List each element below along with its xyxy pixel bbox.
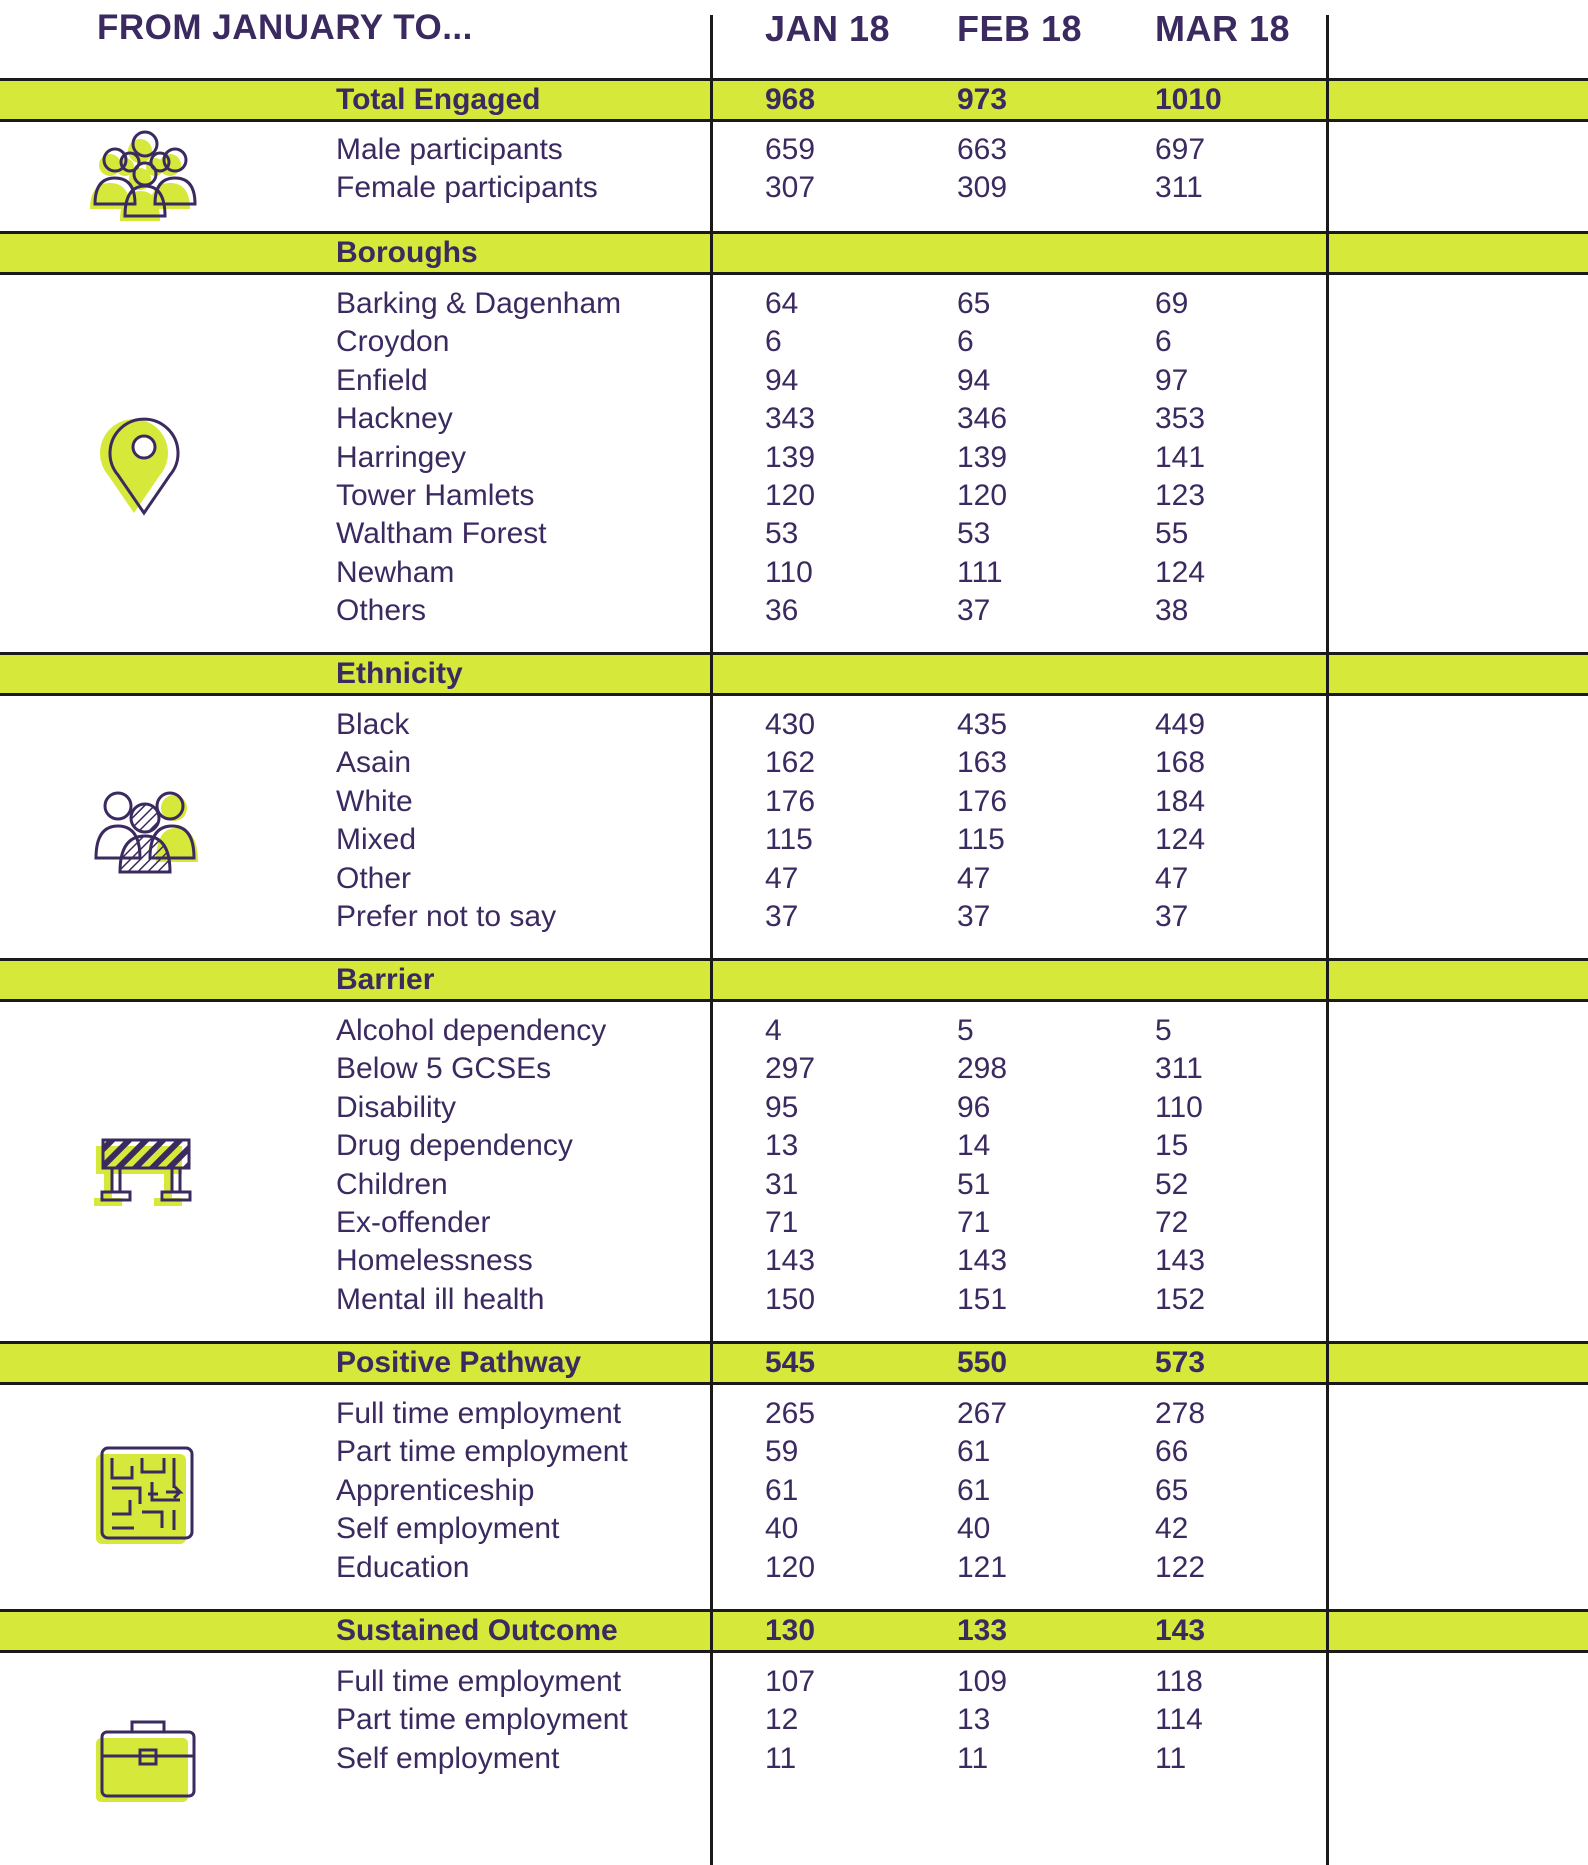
cell-mar: 141 bbox=[1155, 440, 1206, 474]
section-total-mar: 1010 bbox=[1155, 83, 1222, 116]
cell-feb: 267 bbox=[957, 1397, 1008, 1430]
section-total-feb: 973 bbox=[957, 83, 1008, 116]
row-label: Prefer not to say bbox=[336, 899, 557, 933]
row-label: Harringey bbox=[336, 440, 467, 474]
section-total-jan: 968 bbox=[765, 83, 816, 116]
table-row bbox=[0, 285, 1588, 323]
table-row bbox=[0, 439, 1588, 477]
section-total-jan: 130 bbox=[765, 1614, 816, 1647]
cell-mar: 124 bbox=[1155, 555, 1206, 589]
row-label: Female participants bbox=[336, 171, 598, 205]
cell-feb: 6 bbox=[957, 325, 974, 359]
cell-jan: 64 bbox=[765, 287, 799, 320]
cell-feb: 298 bbox=[957, 1052, 1008, 1086]
table-row bbox=[0, 169, 1588, 207]
section-total-mar: 143 bbox=[1155, 1614, 1206, 1647]
cell-mar: 66 bbox=[1155, 1435, 1189, 1469]
row-label: Full time employment bbox=[336, 1397, 622, 1430]
cell-mar: 15 bbox=[1155, 1129, 1189, 1163]
cell-feb: 151 bbox=[957, 1282, 1008, 1316]
cell-jan: 143 bbox=[765, 1244, 816, 1278]
row-label: Apprenticeship bbox=[336, 1473, 535, 1507]
cell-jan: 47 bbox=[765, 861, 799, 895]
cell-jan: 40 bbox=[765, 1512, 799, 1546]
cell-jan: 162 bbox=[765, 746, 816, 780]
cell-mar: 5 bbox=[1155, 1014, 1172, 1047]
table-row bbox=[0, 744, 1588, 782]
section-rows-barrier bbox=[0, 1012, 1588, 1319]
row-label: Drug dependency bbox=[336, 1129, 573, 1163]
cell-jan: 94 bbox=[765, 363, 799, 397]
cell-mar: 123 bbox=[1155, 478, 1206, 512]
row-label: Below 5 GCSEs bbox=[336, 1052, 552, 1086]
cell-feb: 435 bbox=[957, 708, 1008, 741]
cell-feb: 163 bbox=[957, 746, 1008, 780]
row-label: Homelessness bbox=[336, 1244, 533, 1278]
cell-mar: 168 bbox=[1155, 746, 1206, 780]
cell-feb: 51 bbox=[957, 1167, 991, 1201]
section-band-total-engaged bbox=[0, 78, 1588, 122]
cell-feb: 109 bbox=[957, 1665, 1008, 1698]
table-row bbox=[0, 400, 1588, 438]
section-title: Ethnicity bbox=[336, 657, 463, 690]
column-divider bbox=[1326, 15, 1329, 1865]
cell-feb: 120 bbox=[957, 478, 1008, 512]
cell-mar: 152 bbox=[1155, 1282, 1206, 1316]
section-band-ethnicity bbox=[0, 652, 1588, 696]
row-label: Self employment bbox=[336, 1741, 560, 1775]
column-header-jan: JAN 18 bbox=[765, 8, 891, 49]
row-label: Full time employment bbox=[336, 1665, 622, 1698]
table-row bbox=[0, 1549, 1588, 1587]
cell-feb: 663 bbox=[957, 133, 1008, 166]
section-title: Sustained Outcome bbox=[336, 1614, 618, 1647]
table-header bbox=[0, 0, 1588, 64]
table-row bbox=[0, 362, 1588, 400]
cell-feb: 121 bbox=[957, 1550, 1008, 1584]
cell-mar: 124 bbox=[1155, 823, 1206, 857]
cell-feb: 111 bbox=[957, 555, 1003, 589]
cell-jan: 107 bbox=[765, 1665, 816, 1698]
table-row bbox=[0, 554, 1588, 592]
row-label: Ex-offender bbox=[336, 1205, 491, 1239]
cell-jan: 297 bbox=[765, 1052, 816, 1086]
row-label: Male participants bbox=[336, 133, 563, 166]
table-row bbox=[0, 1242, 1588, 1280]
cell-feb: 176 bbox=[957, 784, 1008, 818]
cell-mar: 311 bbox=[1155, 171, 1203, 205]
cell-feb: 37 bbox=[957, 594, 991, 628]
table-row bbox=[0, 1166, 1588, 1204]
cell-mar: 122 bbox=[1155, 1550, 1206, 1584]
section-band-positive-pathway bbox=[0, 1341, 1588, 1385]
section-title: Barrier bbox=[336, 963, 435, 996]
cell-jan: 59 bbox=[765, 1435, 799, 1469]
row-label: Black bbox=[336, 708, 410, 741]
cell-jan: 36 bbox=[765, 594, 799, 628]
row-label: Disability bbox=[336, 1090, 457, 1124]
cell-feb: 346 bbox=[957, 402, 1008, 436]
cell-mar: 353 bbox=[1155, 402, 1206, 436]
row-label: Waltham Forest bbox=[336, 517, 547, 551]
cell-mar: 38 bbox=[1155, 594, 1189, 628]
section-band-boroughs bbox=[0, 231, 1588, 275]
section-rows-total-engaged bbox=[0, 131, 1588, 208]
page-title: FROM JANUARY TO... bbox=[97, 8, 473, 47]
section-band-barrier bbox=[0, 958, 1588, 1002]
cell-mar: 65 bbox=[1155, 1473, 1189, 1507]
cell-feb: 94 bbox=[957, 363, 991, 397]
column-header-feb: FEB 18 bbox=[957, 8, 1083, 49]
cell-feb: 143 bbox=[957, 1244, 1008, 1278]
table-row bbox=[0, 515, 1588, 553]
table-row bbox=[0, 821, 1588, 859]
cell-jan: 61 bbox=[765, 1473, 799, 1507]
table-row bbox=[0, 860, 1588, 898]
table-row bbox=[0, 898, 1588, 936]
table-row bbox=[0, 477, 1588, 515]
cell-jan: 31 bbox=[765, 1167, 799, 1201]
cell-feb: 37 bbox=[957, 899, 991, 933]
cell-jan: 11 bbox=[765, 1741, 797, 1775]
cell-jan: 139 bbox=[765, 440, 816, 474]
cell-mar: 697 bbox=[1155, 133, 1206, 166]
section-title: Positive Pathway bbox=[336, 1346, 582, 1379]
cell-jan: 120 bbox=[765, 478, 816, 512]
cell-feb: 5 bbox=[957, 1014, 974, 1047]
row-label: Asain bbox=[336, 746, 412, 780]
cell-mar: 47 bbox=[1155, 861, 1189, 895]
row-label: Tower Hamlets bbox=[336, 478, 535, 512]
row-label: Mental ill health bbox=[336, 1282, 545, 1316]
cell-mar: 42 bbox=[1155, 1512, 1189, 1546]
table-row bbox=[0, 1663, 1588, 1701]
cell-jan: 176 bbox=[765, 784, 816, 818]
cell-feb: 40 bbox=[957, 1512, 991, 1546]
row-label: Enfield bbox=[336, 363, 428, 397]
section-band-sustained-outcome bbox=[0, 1609, 1588, 1653]
row-label: Others bbox=[336, 594, 427, 628]
cell-feb: 309 bbox=[957, 171, 1008, 205]
row-label: Croydon bbox=[336, 325, 450, 359]
section-rows-sustained-outcome bbox=[0, 1663, 1588, 1778]
table-row bbox=[0, 783, 1588, 821]
row-label: Other bbox=[336, 861, 412, 895]
table-row bbox=[0, 1127, 1588, 1165]
cell-jan: 95 bbox=[765, 1090, 799, 1124]
row-label: Children bbox=[336, 1167, 448, 1201]
cell-feb: 65 bbox=[957, 287, 991, 320]
table-row bbox=[0, 592, 1588, 630]
cell-feb: 11 bbox=[957, 1741, 989, 1775]
cell-jan: 430 bbox=[765, 708, 816, 741]
cell-mar: 11 bbox=[1155, 1741, 1187, 1775]
cell-mar: 69 bbox=[1155, 287, 1189, 320]
cell-mar: 37 bbox=[1155, 899, 1189, 933]
cell-jan: 12 bbox=[765, 1703, 799, 1737]
cell-jan: 6 bbox=[765, 325, 782, 359]
column-divider bbox=[710, 15, 713, 1865]
cell-mar: 6 bbox=[1155, 325, 1172, 359]
cell-jan: 37 bbox=[765, 899, 799, 933]
table-row bbox=[0, 1433, 1588, 1471]
table-row bbox=[0, 1281, 1588, 1319]
cell-feb: 47 bbox=[957, 861, 991, 895]
section-total-mar: 573 bbox=[1155, 1346, 1206, 1379]
table-row bbox=[0, 1012, 1588, 1050]
row-label: Part time employment bbox=[336, 1435, 628, 1469]
cell-jan: 265 bbox=[765, 1397, 816, 1430]
cell-feb: 139 bbox=[957, 440, 1008, 474]
row-label: Part time employment bbox=[336, 1703, 628, 1737]
cell-feb: 53 bbox=[957, 517, 991, 551]
table-row bbox=[0, 323, 1588, 361]
cell-mar: 184 bbox=[1155, 784, 1206, 818]
section-title: Total Engaged bbox=[336, 83, 541, 116]
cell-jan: 120 bbox=[765, 1550, 816, 1584]
cell-feb: 115 bbox=[957, 823, 1005, 857]
section-rows-positive-pathway bbox=[0, 1395, 1588, 1587]
table-row bbox=[0, 1395, 1588, 1433]
cell-mar: 97 bbox=[1155, 363, 1189, 397]
table-row bbox=[0, 1204, 1588, 1242]
cell-jan: 4 bbox=[765, 1014, 782, 1047]
table-row bbox=[0, 1510, 1588, 1548]
cell-mar: 278 bbox=[1155, 1397, 1206, 1430]
row-label: Self employment bbox=[336, 1512, 560, 1546]
cell-mar: 118 bbox=[1155, 1665, 1203, 1698]
cell-jan: 115 bbox=[765, 823, 813, 857]
table-row bbox=[0, 131, 1588, 169]
cell-mar: 52 bbox=[1155, 1167, 1189, 1201]
cell-jan: 659 bbox=[765, 133, 816, 166]
row-label: Barking & Dagenham bbox=[336, 287, 622, 320]
table-row bbox=[0, 1472, 1588, 1510]
cell-mar: 110 bbox=[1155, 1090, 1203, 1124]
cell-feb: 96 bbox=[957, 1090, 991, 1124]
cell-mar: 449 bbox=[1155, 708, 1206, 741]
cell-jan: 150 bbox=[765, 1282, 816, 1316]
column-header-mar: MAR 18 bbox=[1155, 8, 1291, 49]
cell-mar: 55 bbox=[1155, 517, 1189, 551]
section-total-feb: 133 bbox=[957, 1614, 1008, 1647]
row-label: White bbox=[336, 784, 413, 818]
cell-jan: 71 bbox=[765, 1205, 799, 1239]
section-total-feb: 550 bbox=[957, 1346, 1008, 1379]
row-label: Education bbox=[336, 1550, 470, 1584]
row-label: Alcohol dependency bbox=[336, 1014, 607, 1047]
row-label: Mixed bbox=[336, 823, 417, 857]
cell-mar: 143 bbox=[1155, 1244, 1206, 1278]
table-row bbox=[0, 706, 1588, 744]
cell-mar: 72 bbox=[1155, 1205, 1189, 1239]
table-row bbox=[0, 1701, 1588, 1739]
cell-jan: 307 bbox=[765, 171, 816, 205]
cell-feb: 71 bbox=[957, 1205, 991, 1239]
section-rows-ethnicity bbox=[0, 706, 1588, 936]
cell-feb: 14 bbox=[957, 1129, 991, 1163]
table-row bbox=[0, 1089, 1588, 1127]
cell-jan: 343 bbox=[765, 402, 816, 436]
table-row bbox=[0, 1050, 1588, 1088]
cell-mar: 311 bbox=[1155, 1052, 1203, 1086]
cell-jan: 53 bbox=[765, 517, 799, 551]
row-label: Hackney bbox=[336, 402, 453, 436]
section-title: Boroughs bbox=[336, 236, 478, 269]
cell-feb: 61 bbox=[957, 1435, 991, 1469]
row-label: Newham bbox=[336, 555, 455, 589]
section-total-jan: 545 bbox=[765, 1346, 816, 1379]
cell-jan: 13 bbox=[765, 1129, 799, 1163]
table-row bbox=[0, 1740, 1588, 1778]
cell-feb: 13 bbox=[957, 1703, 991, 1737]
section-rows-boroughs bbox=[0, 285, 1588, 631]
cell-mar: 114 bbox=[1155, 1703, 1203, 1737]
cell-feb: 61 bbox=[957, 1473, 991, 1507]
cell-jan: 110 bbox=[765, 555, 813, 589]
